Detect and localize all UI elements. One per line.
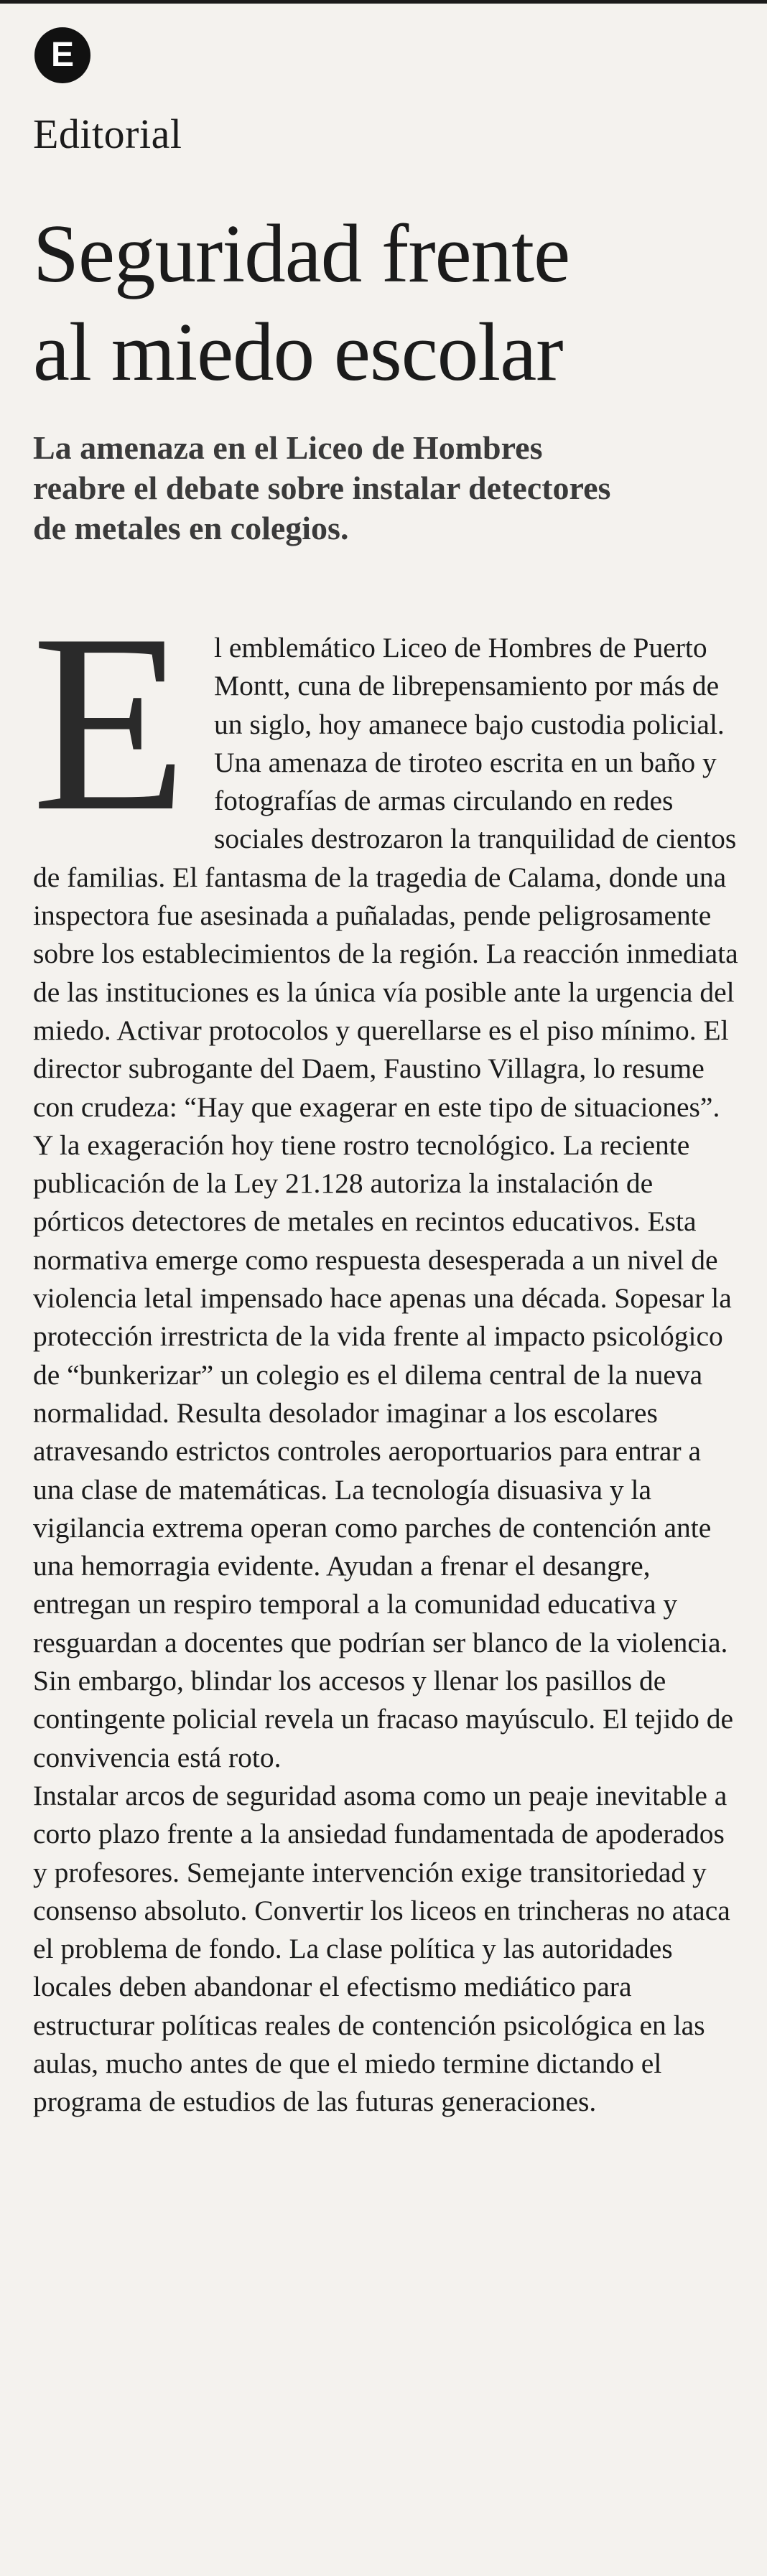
headline-line-1: Seguridad frente bbox=[33, 208, 570, 299]
deck-line-3: de metales en colegios. bbox=[33, 510, 349, 546]
article-body bbox=[33, 629, 744, 2122]
headline bbox=[33, 205, 751, 401]
section-badge-letter: E bbox=[50, 36, 74, 74]
article-paragraph-3: Instalar arcos de seguridad asoma como un peaje inevitable a corto plazo frente a la ansiedad fundamentada de apoderados y profesores. Semejante intervención exige transitoriedad y consenso absoluto. Convertir los liceos en trincheras no ataca el problema de fondo. La clase política y las autoridades locales deben abandonar el efectismo mediático para estructurar políticas reales de contención psicológica en las aulas, mucho antes de que el miedo termine dictando el programa de estudios de las futuras generaciones. bbox=[33, 1779, 730, 2118]
deck-line-1: La amenaza en el Liceo de Hombres bbox=[33, 429, 543, 466]
article-paragraph-1 bbox=[33, 629, 744, 1126]
top-rule bbox=[0, 0, 767, 4]
article-paragraph-1-text: l emblemático Liceo de Hombres de Puerto Montt, cuna de librepensamiento por más de un siglo, hoy amanece bajo custodia policial. Una amenaza de tiroteo escrita en un baño y fotografías de armas circulando en redes sociales destrozaron la tranquilidad de cientos de familias. El fantasma de la tragedia de Calama, donde una inspectora fue asesinada a puñaladas, pende peligrosamente sobre los establecimientos de la región. La reacción inmediata de las instituciones es la única vía posible ante la urgencia del miedo. Activar protocolos y querellarse es el piso mínimo. El director subrogante del Daem, Faustino Villagra, lo resume con crudeza: “Hay que exagerar en este tipo de situaciones”. bbox=[33, 632, 738, 1123]
drop-cap: E bbox=[32, 629, 187, 824]
article-paragraph-2: Y la exageración hoy tiene rostro tecnológico. La reciente publicación de la Ley 21.128 autoriza la instalación de pórticos detectores de metales en recintos educativos. Esta normativa emerge como respuesta desesperada a un nivel de violencia letal impensado hace apenas una década. Sopesar la protección irrestricta de la vida frente al impacto psicológico de “bunkerizar” un colegio es el dilema central de la nueva normalidad. Resulta desolador imaginar a los escolares atravesando estrictos controles aeroportuarios para entrar a una clase de matemáticas. La tecnología disuasiva y la vigilancia extrema operan como parches de contención ante una hemorragia evidente. Ayudan a frenar el desangre, entregan un respiro temporal a la comunidad educativa y resguardan a docentes que podrían ser blanco de la violencia. Sin embargo, blindar los accesos y llenar los pasillos de contingente policial revela un fracaso mayúsculo. El tejido de convivencia está roto. bbox=[33, 1129, 734, 1773]
deck bbox=[33, 428, 708, 549]
deck-line-2: reabre el debate sobre instalar detectores bbox=[33, 470, 611, 506]
headline-line-2: al miedo escolar bbox=[33, 307, 563, 398]
section-badge bbox=[34, 27, 90, 83]
section-label: Editorial bbox=[33, 111, 182, 157]
